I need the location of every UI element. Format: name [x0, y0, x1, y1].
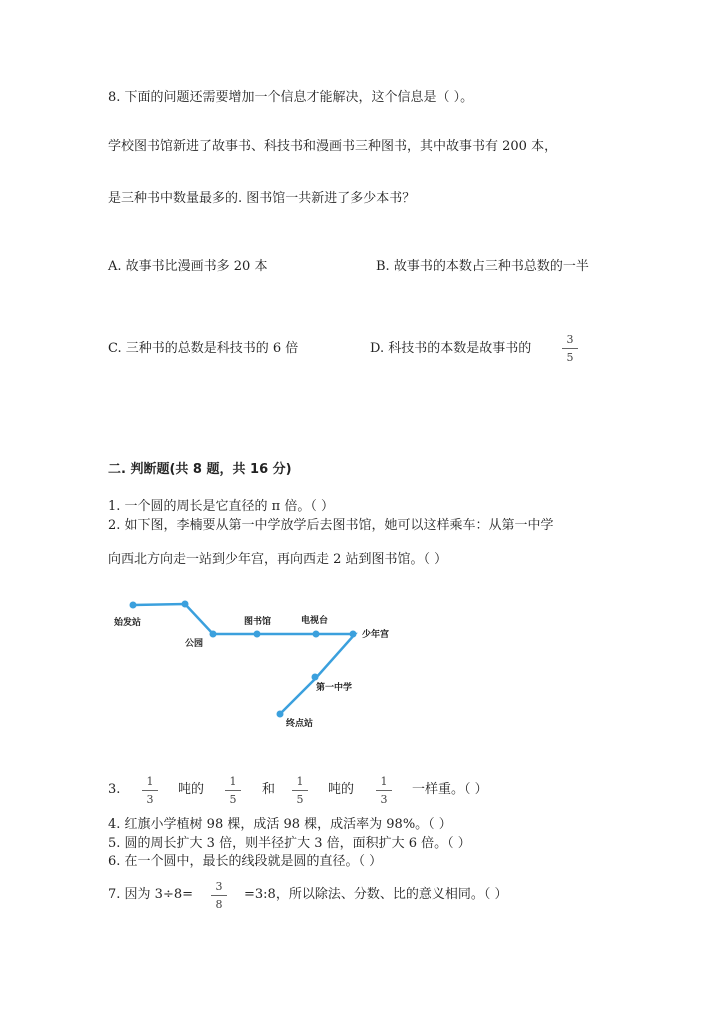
q3-text-2: 和 [262, 782, 276, 797]
fraction-denominator: 5 [296, 793, 304, 806]
stop-dot-youth-palace [350, 631, 357, 638]
q3-fraction-3 [292, 775, 308, 806]
stop-label-start: 始发站 [114, 618, 142, 628]
q8-option-b: B. 故事书的本数占三种书总数的一半 [376, 259, 589, 274]
fraction-denominator: 3 [146, 793, 154, 806]
q8-text-line2: 是三种书中数量最多的. 图书馆一共新进了多少本书？ [108, 191, 416, 206]
fraction-bar [211, 895, 227, 896]
judge-q3-number: 3. [108, 782, 121, 797]
stop-label-youth-palace: 少年宫 [362, 630, 390, 640]
q8-stem: 8. 下面的问题还需要增加一个信息才能解决，这个信息是（ ）。 [108, 90, 474, 105]
fraction-bar [292, 790, 308, 791]
q3-fraction-4 [376, 775, 392, 806]
fraction-denominator: 3 [380, 793, 388, 806]
judge-q2-line1: 2. 如下图，李楠要从第一中学放学后去图书馆，她可以这样乘车：从第一中学 [108, 518, 554, 533]
stop-label-park: 公园 [185, 639, 204, 649]
stop-label-tv-station: 电视台 [301, 616, 329, 626]
judge-q6: 6. 在一个圆中，最长的线段就是圆的直径。（ ） [108, 854, 383, 869]
q8-option-c: C. 三种书的总数是科技书的 6 倍 [108, 341, 299, 356]
judge-q4: 4. 红旗小学植树 98 棵，成活 98 棵，成活率为 98%。（ ） [108, 817, 452, 832]
fraction-bar [376, 790, 392, 791]
fraction-bar [225, 790, 241, 791]
fraction-bar [142, 790, 158, 791]
stop-dot-park [210, 631, 217, 638]
judge-q2-line2: 向西北方向走一站到少年宫，再向西走 2 站到图书馆。（ ） [108, 552, 448, 567]
q3-fraction-2 [225, 775, 241, 806]
fraction-denominator: 5 [229, 793, 237, 806]
fraction-denominator: 5 [566, 351, 574, 364]
fraction-numerator: 3 [215, 880, 223, 893]
bus-route-map [100, 595, 420, 735]
judge-q7-post: =3:8，所以除法、分数、比的意义相同。（ ） [244, 887, 508, 902]
stop-label-library: 图书馆 [244, 617, 272, 627]
stop-dot-bend [182, 601, 189, 608]
stop-dot-tv-station [313, 631, 320, 638]
judge-q7-pre: 7. 因为 3÷8= [108, 887, 193, 902]
stop-dot-first-middle-school [312, 674, 319, 681]
q7-fraction [211, 880, 227, 911]
stop-label-terminal: 终点站 [286, 719, 314, 729]
stop-label-first-middle-school: 第一中学 [316, 683, 353, 693]
fraction-numerator: 3 [566, 333, 574, 346]
stop-dot-terminal [277, 711, 284, 718]
judge-q1: 1. 一个圆的周长是它直径的 π 倍。（ ） [108, 499, 334, 514]
q3-text-3: 吨的 [328, 782, 355, 797]
q8-option-d-fraction [562, 333, 578, 364]
q8-text-line1: 学校图书馆新进了故事书、科技书和漫画书三种图书，其中故事书有 200 本， [108, 139, 558, 154]
stop-dot-library [254, 631, 261, 638]
q3-text-4: 一样重。（ ） [412, 782, 488, 797]
fraction-numerator: 1 [380, 775, 388, 788]
judge-q5: 5. 圆的周长扩大 3 倍，则半径扩大 3 倍，面积扩大 6 倍。（ ） [108, 836, 471, 851]
fraction-denominator: 8 [215, 898, 223, 911]
section-2-title: 二. 判断题(共 8 题，共 16 分) [108, 462, 292, 477]
fraction-numerator: 1 [296, 775, 304, 788]
q3-text-1: 吨的 [178, 782, 205, 797]
fraction-bar [562, 348, 578, 349]
q8-option-d: D. 科技书的本数是故事书的 [370, 341, 532, 356]
q8-option-a: A. 故事书比漫画书多 20 本 [108, 259, 268, 274]
q3-fraction-1 [142, 775, 158, 806]
fraction-numerator: 1 [146, 775, 154, 788]
fraction-numerator: 1 [229, 775, 237, 788]
stop-dot-start [130, 602, 137, 609]
